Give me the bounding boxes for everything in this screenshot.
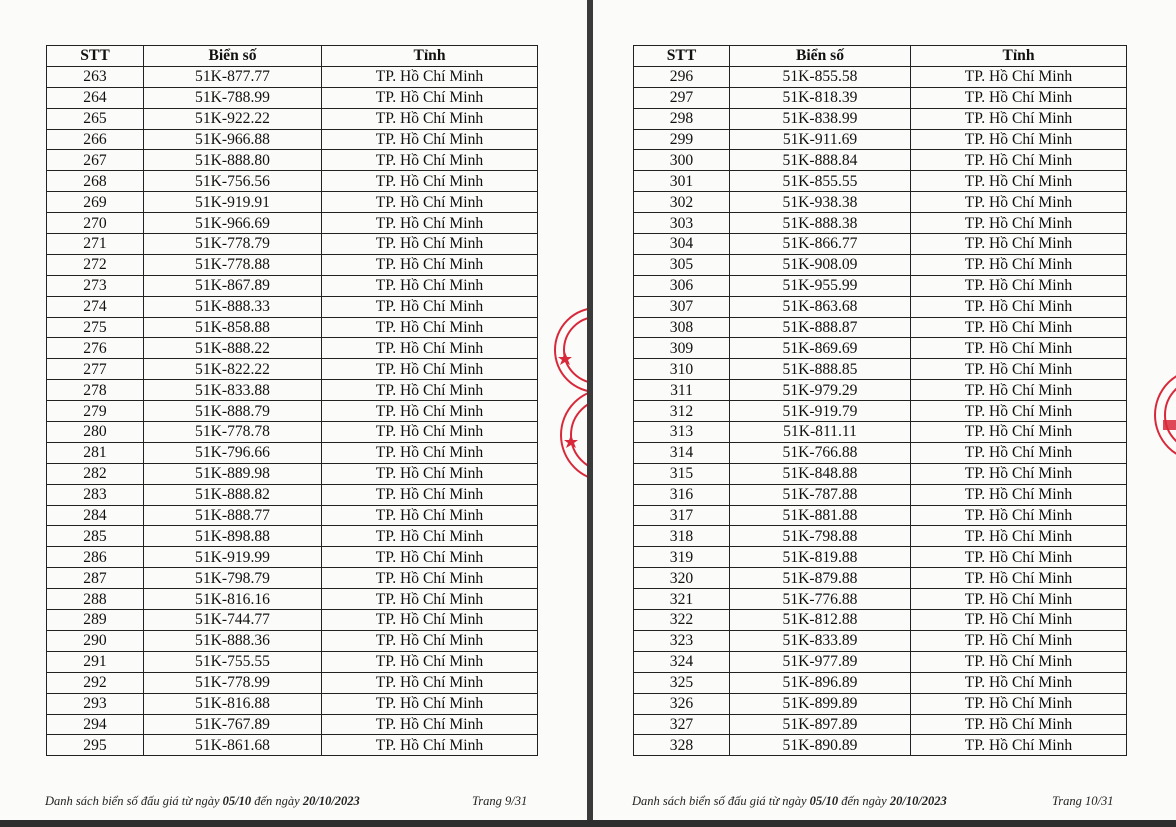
cell-stt: 319 bbox=[634, 547, 730, 568]
cell-stt: 300 bbox=[634, 150, 730, 171]
column-header-province: Tỉnh bbox=[911, 46, 1127, 67]
cell-province: TP. Hồ Chí Minh bbox=[911, 401, 1127, 422]
footer-caption bbox=[632, 794, 947, 809]
cell-plate-number: 51K-888.87 bbox=[730, 317, 911, 338]
cell-province: TP. Hồ Chí Minh bbox=[322, 359, 538, 380]
table-row bbox=[634, 108, 1127, 129]
table-row bbox=[47, 505, 538, 526]
cell-stt: 322 bbox=[634, 610, 730, 631]
cell-plate-number: 51K-888.80 bbox=[144, 150, 322, 171]
table-row bbox=[634, 714, 1127, 735]
cell-plate-number: 51K-833.88 bbox=[144, 380, 322, 401]
table-row bbox=[634, 359, 1127, 380]
cell-province: TP. Hồ Chí Minh bbox=[911, 589, 1127, 610]
table-row bbox=[634, 547, 1127, 568]
cell-plate-number: 51K-899.89 bbox=[730, 693, 911, 714]
table-row bbox=[634, 171, 1127, 192]
table-row bbox=[634, 317, 1127, 338]
cell-province: TP. Hồ Chí Minh bbox=[911, 672, 1127, 693]
cell-stt: 317 bbox=[634, 505, 730, 526]
column-header-plate: Biển số bbox=[730, 46, 911, 67]
cell-stt: 293 bbox=[47, 693, 144, 714]
cell-plate-number: 51K-908.09 bbox=[730, 254, 911, 275]
cell-plate-number: 51K-881.88 bbox=[730, 505, 911, 526]
cell-stt: 270 bbox=[47, 213, 144, 234]
cell-province: TP. Hồ Chí Minh bbox=[911, 171, 1127, 192]
cell-stt: 288 bbox=[47, 589, 144, 610]
table-row bbox=[47, 610, 538, 631]
cell-stt: 309 bbox=[634, 338, 730, 359]
cell-stt: 272 bbox=[47, 254, 144, 275]
cell-province: TP. Hồ Chí Minh bbox=[322, 693, 538, 714]
cell-stt: 289 bbox=[47, 610, 144, 631]
cell-province: TP. Hồ Chí Minh bbox=[322, 192, 538, 213]
cell-province: TP. Hồ Chí Minh bbox=[322, 87, 538, 108]
table-row bbox=[634, 505, 1127, 526]
table-row bbox=[47, 463, 538, 484]
table-row bbox=[47, 442, 538, 463]
cell-stt: 302 bbox=[634, 192, 730, 213]
cell-province: TP. Hồ Chí Minh bbox=[911, 296, 1127, 317]
cell-plate-number: 51K-812.88 bbox=[730, 610, 911, 631]
cell-stt: 282 bbox=[47, 463, 144, 484]
cell-plate-number: 51K-888.85 bbox=[730, 359, 911, 380]
cell-stt: 303 bbox=[634, 213, 730, 234]
cell-stt: 305 bbox=[634, 254, 730, 275]
table-row bbox=[47, 129, 538, 150]
cell-plate-number: 51K-890.89 bbox=[730, 735, 911, 756]
cell-stt: 320 bbox=[634, 568, 730, 589]
cell-plate-number: 51K-788.99 bbox=[144, 87, 322, 108]
cell-plate-number: 51K-855.55 bbox=[730, 171, 911, 192]
cell-stt: 266 bbox=[47, 129, 144, 150]
cell-stt: 277 bbox=[47, 359, 144, 380]
table-row bbox=[47, 359, 538, 380]
table-row bbox=[634, 484, 1127, 505]
cell-plate-number: 51K-863.68 bbox=[730, 296, 911, 317]
cell-province: TP. Hồ Chí Minh bbox=[322, 401, 538, 422]
cell-province: TP. Hồ Chí Minh bbox=[322, 129, 538, 150]
cell-plate-number: 51K-744.77 bbox=[144, 610, 322, 631]
cell-plate-number: 51K-778.79 bbox=[144, 234, 322, 255]
cell-stt: 316 bbox=[634, 484, 730, 505]
cell-province: TP. Hồ Chí Minh bbox=[911, 714, 1127, 735]
cell-stt: 283 bbox=[47, 484, 144, 505]
cell-plate-number: 51K-816.88 bbox=[144, 693, 322, 714]
plates-table-left bbox=[46, 45, 538, 756]
cell-stt: 328 bbox=[634, 735, 730, 756]
cell-stt: 310 bbox=[634, 359, 730, 380]
cell-stt: 271 bbox=[47, 234, 144, 255]
table-row bbox=[47, 317, 538, 338]
cell-province: TP. Hồ Chí Minh bbox=[322, 275, 538, 296]
cell-province: TP. Hồ Chí Minh bbox=[911, 150, 1127, 171]
table-row bbox=[47, 672, 538, 693]
cell-province: TP. Hồ Chí Minh bbox=[911, 693, 1127, 714]
cell-province: TP. Hồ Chí Minh bbox=[322, 672, 538, 693]
cell-plate-number: 51K-966.69 bbox=[144, 213, 322, 234]
cell-province: TP. Hồ Chí Minh bbox=[322, 254, 538, 275]
cell-plate-number: 51K-866.77 bbox=[730, 234, 911, 255]
footer-caption bbox=[45, 794, 360, 809]
table-row bbox=[634, 338, 1127, 359]
table-row bbox=[47, 296, 538, 317]
cell-province: TP. Hồ Chí Minh bbox=[322, 171, 538, 192]
cell-stt: 314 bbox=[634, 442, 730, 463]
cell-province: TP. Hồ Chí Minh bbox=[911, 234, 1127, 255]
cell-stt: 301 bbox=[634, 171, 730, 192]
cell-province: TP. Hồ Chí Minh bbox=[911, 484, 1127, 505]
cell-plate-number: 51K-938.38 bbox=[730, 192, 911, 213]
cell-plate-number: 51K-922.22 bbox=[144, 108, 322, 129]
cell-plate-number: 51K-778.99 bbox=[144, 672, 322, 693]
table-row bbox=[634, 296, 1127, 317]
cell-plate-number: 51K-838.99 bbox=[730, 108, 911, 129]
cell-province: TP. Hồ Chí Minh bbox=[322, 610, 538, 631]
table-row bbox=[47, 714, 538, 735]
table-row bbox=[47, 568, 538, 589]
cell-plate-number: 51K-819.88 bbox=[730, 547, 911, 568]
cell-stt: 294 bbox=[47, 714, 144, 735]
table-row bbox=[47, 589, 538, 610]
cell-province: TP. Hồ Chí Minh bbox=[322, 422, 538, 443]
cell-stt: 327 bbox=[634, 714, 730, 735]
table-row bbox=[634, 672, 1127, 693]
cell-stt: 276 bbox=[47, 338, 144, 359]
cell-plate-number: 51K-811.11 bbox=[730, 422, 911, 443]
cell-stt: 308 bbox=[634, 317, 730, 338]
cell-stt: 318 bbox=[634, 526, 730, 547]
cell-province: TP. Hồ Chí Minh bbox=[322, 484, 538, 505]
table-row bbox=[634, 442, 1127, 463]
table-row bbox=[47, 526, 538, 547]
cell-plate-number: 51K-867.89 bbox=[144, 275, 322, 296]
cell-province: TP. Hồ Chí Minh bbox=[322, 317, 538, 338]
page-number: Trang 9/31 bbox=[472, 794, 528, 808]
cell-stt: 321 bbox=[634, 589, 730, 610]
table-row bbox=[634, 735, 1127, 756]
table-row bbox=[634, 693, 1127, 714]
cell-stt: 292 bbox=[47, 672, 144, 693]
cell-stt: 324 bbox=[634, 651, 730, 672]
cell-stt: 313 bbox=[634, 422, 730, 443]
table-row bbox=[47, 484, 538, 505]
cell-plate-number: 51K-767.89 bbox=[144, 714, 322, 735]
table-row bbox=[47, 66, 538, 87]
table-row bbox=[47, 192, 538, 213]
cell-plate-number: 51K-869.69 bbox=[730, 338, 911, 359]
page-number: Trang 10/31 bbox=[1052, 794, 1114, 808]
cell-province: TP. Hồ Chí Minh bbox=[322, 338, 538, 359]
table-row bbox=[47, 380, 538, 401]
cell-plate-number: 51K-897.89 bbox=[730, 714, 911, 735]
cell-stt: 275 bbox=[47, 317, 144, 338]
cell-province: TP. Hồ Chí Minh bbox=[911, 442, 1127, 463]
table-row bbox=[634, 568, 1127, 589]
cell-stt: 298 bbox=[634, 108, 730, 129]
cell-plate-number: 51K-818.39 bbox=[730, 87, 911, 108]
cell-province: TP. Hồ Chí Minh bbox=[322, 505, 538, 526]
cell-plate-number: 51K-766.88 bbox=[730, 442, 911, 463]
cell-province: TP. Hồ Chí Minh bbox=[911, 610, 1127, 631]
red-seal-icon bbox=[549, 300, 587, 490]
table-row bbox=[634, 275, 1127, 296]
cell-province: TP. Hồ Chí Minh bbox=[911, 192, 1127, 213]
cell-plate-number: 51K-919.99 bbox=[144, 547, 322, 568]
cell-province: TP. Hồ Chí Minh bbox=[322, 630, 538, 651]
table-row bbox=[47, 213, 538, 234]
footer-start-date: 05/10 bbox=[809, 794, 839, 808]
cell-stt: 269 bbox=[47, 192, 144, 213]
cell-stt: 279 bbox=[47, 401, 144, 422]
table-row bbox=[634, 66, 1127, 87]
cell-province: TP. Hồ Chí Minh bbox=[322, 526, 538, 547]
cell-stt: 286 bbox=[47, 547, 144, 568]
cell-plate-number: 51K-898.88 bbox=[144, 526, 322, 547]
cell-stt: 304 bbox=[634, 234, 730, 255]
cell-province: TP. Hồ Chí Minh bbox=[322, 108, 538, 129]
cell-plate-number: 51K-833.89 bbox=[730, 630, 911, 651]
footer-end-date: 20/10/2023 bbox=[889, 794, 947, 808]
cell-stt: 265 bbox=[47, 108, 144, 129]
cell-plate-number: 51K-888.77 bbox=[144, 505, 322, 526]
table-row bbox=[634, 589, 1127, 610]
cell-plate-number: 51K-855.58 bbox=[730, 66, 911, 87]
table-body-right bbox=[634, 66, 1127, 755]
cell-plate-number: 51K-848.88 bbox=[730, 463, 911, 484]
table-row bbox=[47, 693, 538, 714]
table-row bbox=[634, 401, 1127, 422]
cell-stt: 299 bbox=[634, 129, 730, 150]
cell-stt: 267 bbox=[47, 150, 144, 171]
cell-stt: 326 bbox=[634, 693, 730, 714]
footer-prefix: Danh sách biển số đấu giá từ ngày bbox=[632, 794, 810, 808]
cell-stt: 285 bbox=[47, 526, 144, 547]
cell-plate-number: 51K-889.98 bbox=[144, 463, 322, 484]
cell-plate-number: 51K-776.88 bbox=[730, 589, 911, 610]
cell-stt: 284 bbox=[47, 505, 144, 526]
table-row bbox=[47, 401, 538, 422]
cell-plate-number: 51K-888.22 bbox=[144, 338, 322, 359]
cell-plate-number: 51K-919.91 bbox=[144, 192, 322, 213]
table-row bbox=[47, 254, 538, 275]
footer-prefix: Danh sách biển số đấu giá từ ngày bbox=[45, 794, 223, 808]
cell-stt: 280 bbox=[47, 422, 144, 443]
cell-stt: 263 bbox=[47, 66, 144, 87]
table-row bbox=[634, 129, 1127, 150]
cell-plate-number: 51K-888.84 bbox=[730, 150, 911, 171]
table-row bbox=[47, 150, 538, 171]
table-row bbox=[634, 254, 1127, 275]
table-header-row bbox=[634, 46, 1127, 67]
footer-end-date: 20/10/2023 bbox=[302, 794, 360, 808]
cell-province: TP. Hồ Chí Minh bbox=[911, 651, 1127, 672]
cell-province: TP. Hồ Chí Minh bbox=[322, 589, 538, 610]
cell-stt: 291 bbox=[47, 651, 144, 672]
cell-plate-number: 51K-778.88 bbox=[144, 254, 322, 275]
column-header-stt: STT bbox=[634, 46, 730, 67]
document-page-left bbox=[0, 0, 587, 820]
cell-stt: 311 bbox=[634, 380, 730, 401]
cell-stt: 296 bbox=[634, 66, 730, 87]
table-row bbox=[634, 234, 1127, 255]
cell-province: TP. Hồ Chí Minh bbox=[911, 275, 1127, 296]
column-header-stt: STT bbox=[47, 46, 144, 67]
cell-plate-number: 51K-911.69 bbox=[730, 129, 911, 150]
table-row bbox=[47, 338, 538, 359]
cell-plate-number: 51K-879.88 bbox=[730, 568, 911, 589]
cell-province: TP. Hồ Chí Minh bbox=[322, 714, 538, 735]
cell-stt: 306 bbox=[634, 275, 730, 296]
table-body-left bbox=[47, 66, 538, 755]
cell-stt: 281 bbox=[47, 442, 144, 463]
cell-province: TP. Hồ Chí Minh bbox=[911, 254, 1127, 275]
table-row bbox=[634, 610, 1127, 631]
table-header-row bbox=[47, 46, 538, 67]
table-row bbox=[634, 380, 1127, 401]
cell-plate-number: 51K-877.77 bbox=[144, 66, 322, 87]
cell-province: TP. Hồ Chí Minh bbox=[911, 380, 1127, 401]
cell-province: TP. Hồ Chí Minh bbox=[911, 338, 1127, 359]
footer-start-date: 05/10 bbox=[222, 794, 252, 808]
cell-province: TP. Hồ Chí Minh bbox=[911, 568, 1127, 589]
cell-stt: 325 bbox=[634, 672, 730, 693]
cell-province: TP. Hồ Chí Minh bbox=[911, 630, 1127, 651]
cell-plate-number: 51K-888.82 bbox=[144, 484, 322, 505]
cell-province: TP. Hồ Chí Minh bbox=[911, 66, 1127, 87]
cell-province: TP. Hồ Chí Minh bbox=[322, 463, 538, 484]
cell-stt: 278 bbox=[47, 380, 144, 401]
cell-stt: 290 bbox=[47, 630, 144, 651]
cell-province: TP. Hồ Chí Minh bbox=[911, 317, 1127, 338]
table-row bbox=[634, 213, 1127, 234]
cell-plate-number: 51K-787.88 bbox=[730, 484, 911, 505]
table-row bbox=[47, 275, 538, 296]
table-row bbox=[634, 150, 1127, 171]
bottom-edge bbox=[0, 820, 1176, 827]
cell-province: TP. Hồ Chí Minh bbox=[322, 568, 538, 589]
cell-plate-number: 51K-861.68 bbox=[144, 735, 322, 756]
table-row bbox=[634, 651, 1127, 672]
cell-province: TP. Hồ Chí Minh bbox=[911, 129, 1127, 150]
table-row bbox=[47, 87, 538, 108]
table-row bbox=[634, 630, 1127, 651]
cell-plate-number: 51K-778.78 bbox=[144, 422, 322, 443]
document-page-right bbox=[593, 0, 1176, 820]
cell-plate-number: 51K-816.16 bbox=[144, 589, 322, 610]
cell-stt: 274 bbox=[47, 296, 144, 317]
cell-province: TP. Hồ Chí Minh bbox=[911, 213, 1127, 234]
table-row bbox=[47, 651, 538, 672]
cell-plate-number: 51K-955.99 bbox=[730, 275, 911, 296]
table-row bbox=[47, 234, 538, 255]
cell-plate-number: 51K-896.89 bbox=[730, 672, 911, 693]
cell-stt: 315 bbox=[634, 463, 730, 484]
cell-plate-number: 51K-919.79 bbox=[730, 401, 911, 422]
table-row bbox=[47, 735, 538, 756]
table-row bbox=[47, 108, 538, 129]
table-row bbox=[47, 630, 538, 651]
red-seal-icon bbox=[1153, 360, 1176, 470]
table-row bbox=[47, 171, 538, 192]
footer-middle: đến ngày bbox=[251, 794, 303, 808]
cell-plate-number: 51K-796.66 bbox=[144, 442, 322, 463]
cell-plate-number: 51K-798.79 bbox=[144, 568, 322, 589]
cell-stt: 295 bbox=[47, 735, 144, 756]
plates-table-right bbox=[633, 45, 1127, 756]
cell-plate-number: 51K-888.79 bbox=[144, 401, 322, 422]
cell-province: TP. Hồ Chí Minh bbox=[322, 735, 538, 756]
cell-province: TP. Hồ Chí Minh bbox=[911, 547, 1127, 568]
cell-stt: 287 bbox=[47, 568, 144, 589]
cell-stt: 297 bbox=[634, 87, 730, 108]
cell-plate-number: 51K-756.56 bbox=[144, 171, 322, 192]
cell-province: TP. Hồ Chí Minh bbox=[322, 547, 538, 568]
column-header-plate: Biển số bbox=[144, 46, 322, 67]
cell-plate-number: 51K-888.38 bbox=[730, 213, 911, 234]
cell-province: TP. Hồ Chí Minh bbox=[911, 505, 1127, 526]
table-row bbox=[634, 87, 1127, 108]
cell-province: TP. Hồ Chí Minh bbox=[322, 296, 538, 317]
table-row bbox=[634, 422, 1127, 443]
cell-stt: 273 bbox=[47, 275, 144, 296]
cell-province: TP. Hồ Chí Minh bbox=[322, 380, 538, 401]
table-row bbox=[47, 422, 538, 443]
cell-plate-number: 51K-888.33 bbox=[144, 296, 322, 317]
cell-province: TP. Hồ Chí Minh bbox=[911, 526, 1127, 547]
cell-province: TP. Hồ Chí Minh bbox=[911, 735, 1127, 756]
cell-province: TP. Hồ Chí Minh bbox=[911, 108, 1127, 129]
cell-plate-number: 51K-822.22 bbox=[144, 359, 322, 380]
cell-plate-number: 51K-966.88 bbox=[144, 129, 322, 150]
cell-stt: 307 bbox=[634, 296, 730, 317]
cell-plate-number: 51K-858.88 bbox=[144, 317, 322, 338]
cell-province: TP. Hồ Chí Minh bbox=[322, 213, 538, 234]
cell-stt: 312 bbox=[634, 401, 730, 422]
table-row bbox=[634, 192, 1127, 213]
cell-plate-number: 51K-979.29 bbox=[730, 380, 911, 401]
cell-province: TP. Hồ Chí Minh bbox=[322, 651, 538, 672]
cell-stt: 268 bbox=[47, 171, 144, 192]
cell-plate-number: 51K-888.36 bbox=[144, 630, 322, 651]
cell-plate-number: 51K-798.88 bbox=[730, 526, 911, 547]
cell-plate-number: 51K-977.89 bbox=[730, 651, 911, 672]
cell-province: TP. Hồ Chí Minh bbox=[322, 66, 538, 87]
cell-province: TP. Hồ Chí Minh bbox=[911, 359, 1127, 380]
cell-stt: 264 bbox=[47, 87, 144, 108]
table-row bbox=[634, 526, 1127, 547]
cell-province: TP. Hồ Chí Minh bbox=[322, 442, 538, 463]
cell-province: TP. Hồ Chí Minh bbox=[911, 422, 1127, 443]
cell-plate-number: 51K-755.55 bbox=[144, 651, 322, 672]
table-row bbox=[634, 463, 1127, 484]
cell-stt: 323 bbox=[634, 630, 730, 651]
column-header-province: Tỉnh bbox=[322, 46, 538, 67]
cell-province: TP. Hồ Chí Minh bbox=[322, 150, 538, 171]
table-row bbox=[47, 547, 538, 568]
footer-middle: đến ngày bbox=[838, 794, 890, 808]
cell-province: TP. Hồ Chí Minh bbox=[911, 87, 1127, 108]
cell-province: TP. Hồ Chí Minh bbox=[911, 463, 1127, 484]
cell-province: TP. Hồ Chí Minh bbox=[322, 234, 538, 255]
